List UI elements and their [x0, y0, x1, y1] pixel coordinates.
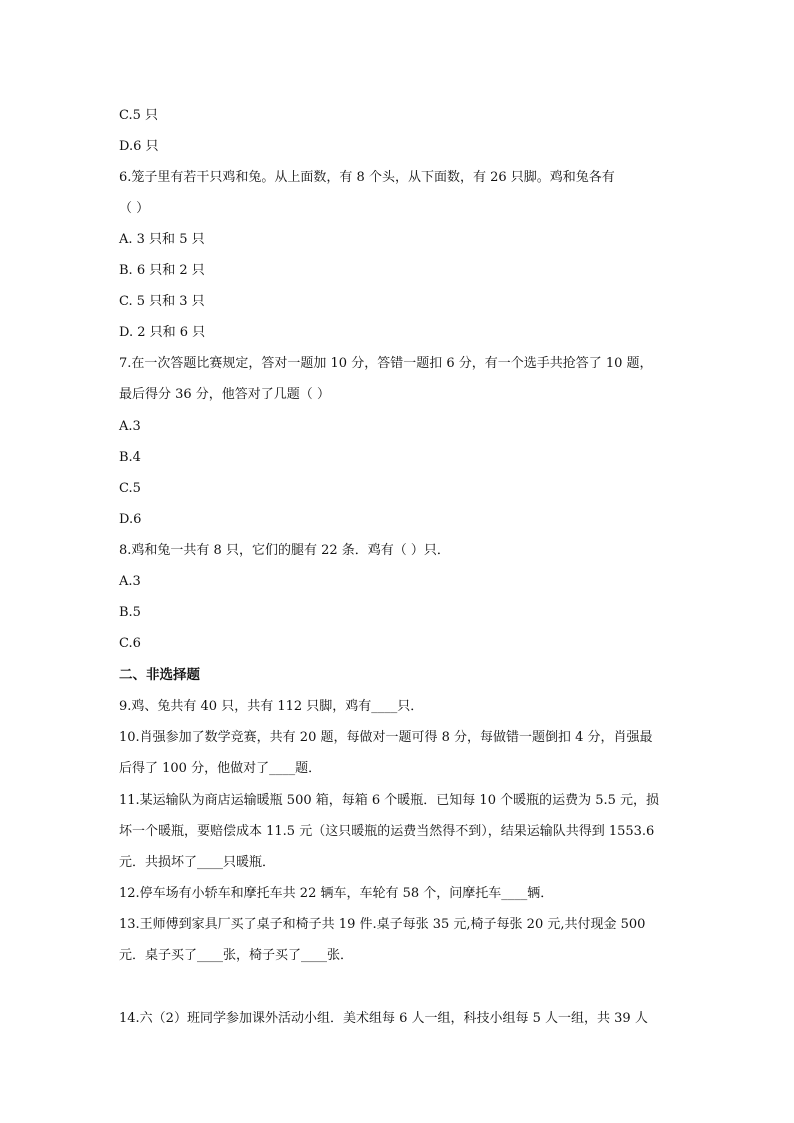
option-a-q8: A.3 — [119, 574, 141, 589]
question-12: 12.停车场有小轿车和摩托车共 22 辆车，车轮有 58 个，问摩托车____辆． — [119, 886, 554, 901]
option-a-q7: A.3 — [119, 419, 141, 434]
option-c-q6: C. 5 只和 3 只 — [119, 294, 205, 309]
question-9: 9.鸡、兔共有 40 只，共有 112 只脚，鸡有____只． — [119, 699, 424, 714]
option-c-q7: C.5 — [119, 481, 141, 496]
question-6-line-1: 6.笼子里有若干只鸡和兔。从上面数，有 8 个头，从下面数，有 26 只脚。鸡和兔各有 — [119, 170, 615, 185]
option-d-q7: D.6 — [119, 512, 142, 527]
option-b-q6: B. 6 只和 2 只 — [119, 263, 205, 278]
option-a-q6: A. 3 只和 5 只 — [119, 232, 205, 247]
question-11-line-1: 11.某运输队为商店运输暖瓶 500 箱，每箱 6 个暖瓶．已知每 10 个暖瓶的运费为 5.5 元，损 — [119, 793, 660, 808]
option-b-q8: B.5 — [119, 605, 141, 620]
option-c-q8: C.6 — [119, 636, 141, 651]
question-13-line-1: 13.王师傅到家具厂买了桌子和椅子共 19 件.桌子每张 35 元,椅子每张 20 元,共付现金 500 — [119, 917, 646, 932]
question-6-line-2: （ ） — [119, 201, 150, 216]
question-11-line-3: 元．共损坏了____只暖瓶． — [119, 855, 276, 870]
question-7-line-2: 最后得分 36 分，他答对了几题（ ） — [119, 387, 330, 402]
question-11-line-2: 坏一个暖瓶，要赔偿成本 11.5 元（这只暖瓶的运费当然得不到），结果运输队共得到 1553.6 — [119, 824, 655, 839]
question-13-line-2: 元．桌子买了____张，椅子买了____张． — [119, 948, 354, 963]
question-10-line-1: 10.肖强参加了数学竞赛，共有 20 题，每做对一题可得 8 分，每做错一题倒扣 4 分，肖强最 — [119, 730, 653, 745]
option-d-q6: D. 2 只和 6 只 — [119, 325, 206, 340]
question-8: 8.鸡和兔一共有 8 只，它们的腿有 22 条．鸡有（ ）只． — [119, 543, 450, 558]
question-14-line-1: 14.六（2）班同学参加课外活动小组．美术组每 6 人一组，科技小组每 5 人一组，共 39 人 — [119, 1011, 648, 1026]
question-7-line-1: 7.在一次答题比赛规定，答对一题加 10 分，答错一题扣 6 分，有一个选手共抢答了 10 题， — [119, 356, 653, 371]
option-c-q5: C.5 只 — [119, 108, 159, 123]
option-d-q5: D.6 只 — [119, 139, 159, 154]
question-10-line-2: 后得了 100 分，他做对了____题． — [119, 761, 322, 776]
option-b-q7: B.4 — [119, 450, 141, 465]
section-heading: 二、非选择题 — [119, 667, 200, 683]
